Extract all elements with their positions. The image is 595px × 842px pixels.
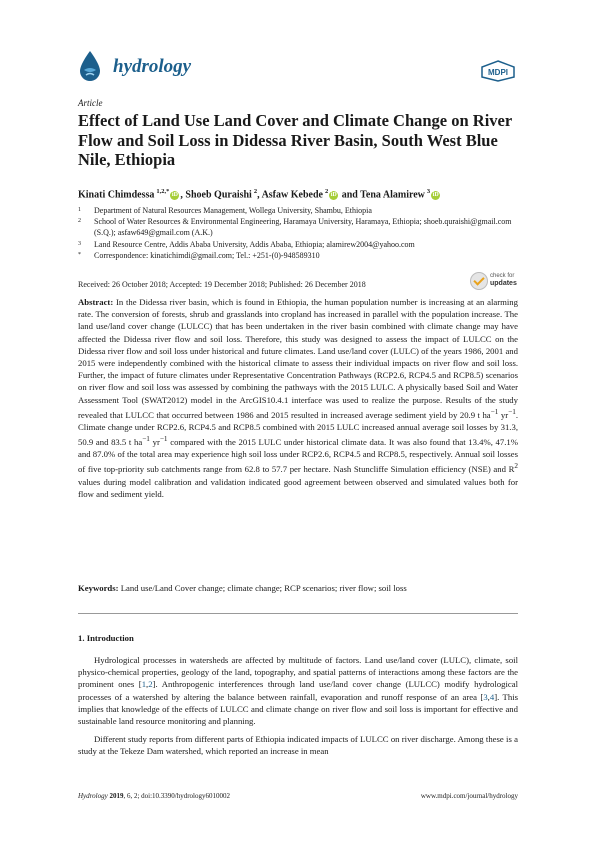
section-heading: 1. Introduction xyxy=(78,633,134,643)
keywords-label: Keywords: xyxy=(78,583,119,593)
journal-logo-icon xyxy=(78,50,102,82)
checkmark-icon xyxy=(470,272,488,290)
paragraph: Different study reports from different parts of Ethiopia indicated impacts of LULCC on river discharge. Among these is a study at the Tekeze Dam watershed, which reported an increase in mean xyxy=(78,734,518,757)
abstract-label: Abstract: xyxy=(78,297,114,307)
footer-url[interactable]: www.mdpi.com/journal/hydrology xyxy=(420,792,518,800)
orcid-icon[interactable]: iD xyxy=(330,192,337,199)
divider xyxy=(78,613,518,614)
orcid-icon[interactable]: iD xyxy=(432,192,439,199)
affiliation-item: 2 School of Water Resources & Environmental Engineering, Haramaya University, Haramaya, Ethiopia; shoeb.quraishi@gmail.com (S.Q.); asfaw649@gmail.com (A.K.) xyxy=(78,217,512,238)
abstract: Abstract: In the Didessa river basin, which is found in Ethiopia, the human population number is increasing at an alarming rate. The conversion of forests, shrub and grasslands into cropland has increased in parallel with the population increase. The land use/land cover change (LULCC) that has been undertaken in the river basin combined with climate change may have affected the Didessa river flow and soil loss. Therefore, this study was designed to assess the impact of LULCC on the Didessa river flow and soil loss under historical and future climates. Land use/land cover (LULC) of the years 1986, 2001 and 2015 were independently combined with the historical climate to assess their individual impacts on river flow and soil loss. Further, the impact of future climates under Representative Concentration Pathways (RCP2.6, RCP4.5 and RCP8.5) scenarios on river flow and soil loss was assessed by combining the pathways with the 2015 LULC. A physically based Soil and Water Assessment Tool (SWAT2012) model in the ArcGIS10.4.1 interface was used to realize the purpose. Results of the study revealed that LULCC that occurred between 1986 and 2015 resulted in increased average sediment yield by 20.9 t $ha^{-1}$ $yr^{-1}$. Climate change under RCP2.6, RCP4.5 and RCP8.5 combined with 2015 LULC increased annual average soil losses by 31.3, 50.9 and 83.5 t $ha^{-1}$ $yr^{-1}$ compared with the 2015 LULC under historical climate data. It was also found that 13.4%, 47.1% and 87.0% of the total area may experience high soil loss under RCP2.6, RCP4.5 and RCP8.5, respectively. Annual soil losses of five top-priority sub catchments range from 62.8 to 57.7 per hectare. Nash Stuncliffe Simulation efficiency (NSE) and $R^2$ values during model calibration and validation indicated good agreement between observed and simulated values both for flow and sediment yield. xyxy=(78,297,518,499)
citation-link[interactable]: 3 xyxy=(483,691,488,702)
affiliation-item: 3 Land Resource Centre, Addis Ababa University, Addis Ababa, Ethiopia; alamirew2004@yahoo.com xyxy=(78,239,415,249)
footer-citation: Hydrology 2019, 6, 2; doi:10.3390/hydrology6010002 xyxy=(78,792,230,800)
author-name: Tena Alamirew xyxy=(360,189,425,201)
author-list: Kinati Chimdessa $^{1,2,*}$iD , Shoeb Quraishi $^2$, Asfaw Kebede $^2$iD and Tena Alamirew $^3$iD xyxy=(78,188,439,201)
author-affil-sup: 3 xyxy=(426,188,431,195)
orcid-icon[interactable]: iD xyxy=(171,192,178,199)
mdpi-logo-icon xyxy=(480,60,516,82)
author-name: Shoeb Quraishi xyxy=(185,189,252,201)
author-name: Asfaw Kebede xyxy=(261,189,323,201)
paper-title: Effect of Land Use Land Cover and Climate Change on River Flow and Soil Loss in Didessa River Basin, South West Blue Nile, Ethiopia xyxy=(78,111,512,169)
author-affil-sup: 1,2,* xyxy=(156,188,170,195)
article-type: Article xyxy=(78,98,103,108)
author-name: Kinati Chimdessa xyxy=(78,189,155,201)
publisher-name: MDPI xyxy=(488,68,508,77)
introduction-body xyxy=(78,654,518,764)
affiliations xyxy=(78,205,518,261)
paragraph: Hydrological processes in watersheds are affected by multitude of factors. Land use/land cover (LULC), climate, soil physico-chemical properties, geology of the land, topography, and spatial patterns of interactions among these factors are the prominent ones [1,2]. Anthropogenic interferences through land use/land cover change (LULCC) modify hydrological processes of a watershed by altering the balance between rainfall, evaporation and runoff response of an area [3,4]. This implies that knowledge of the effects of LULCC and climate change on river flow and soil loss is important for effective and sustainable land resource monitoring and planning. xyxy=(78,655,519,727)
check-for-updates-button[interactable]: check for updates xyxy=(470,272,520,290)
citation-link[interactable]: 2 xyxy=(148,679,153,690)
author-affil-sup: 2 xyxy=(253,188,258,195)
correspondence: * Correspondence: kinatichimdi@gmail.com; Tel.: +251-(0)-948589310 xyxy=(78,250,320,260)
publication-dates: Received: 26 October 2018; Accepted: 19 December 2018; Published: 26 December 2018 xyxy=(78,280,366,289)
affiliation-item: 1 Department of Natural Resources Management, Wollega University, Shambu, Ethiopia xyxy=(78,206,372,215)
citation-link[interactable]: 1 xyxy=(141,679,147,690)
keywords: Keywords: Land use/Land Cover change; climate change; RCP scenarios; river flow; soil loss xyxy=(78,583,407,593)
citation-link[interactable]: 4 xyxy=(489,691,495,702)
journal-name: hydrology xyxy=(113,56,192,77)
author-affil-sup: 2 xyxy=(324,188,329,195)
